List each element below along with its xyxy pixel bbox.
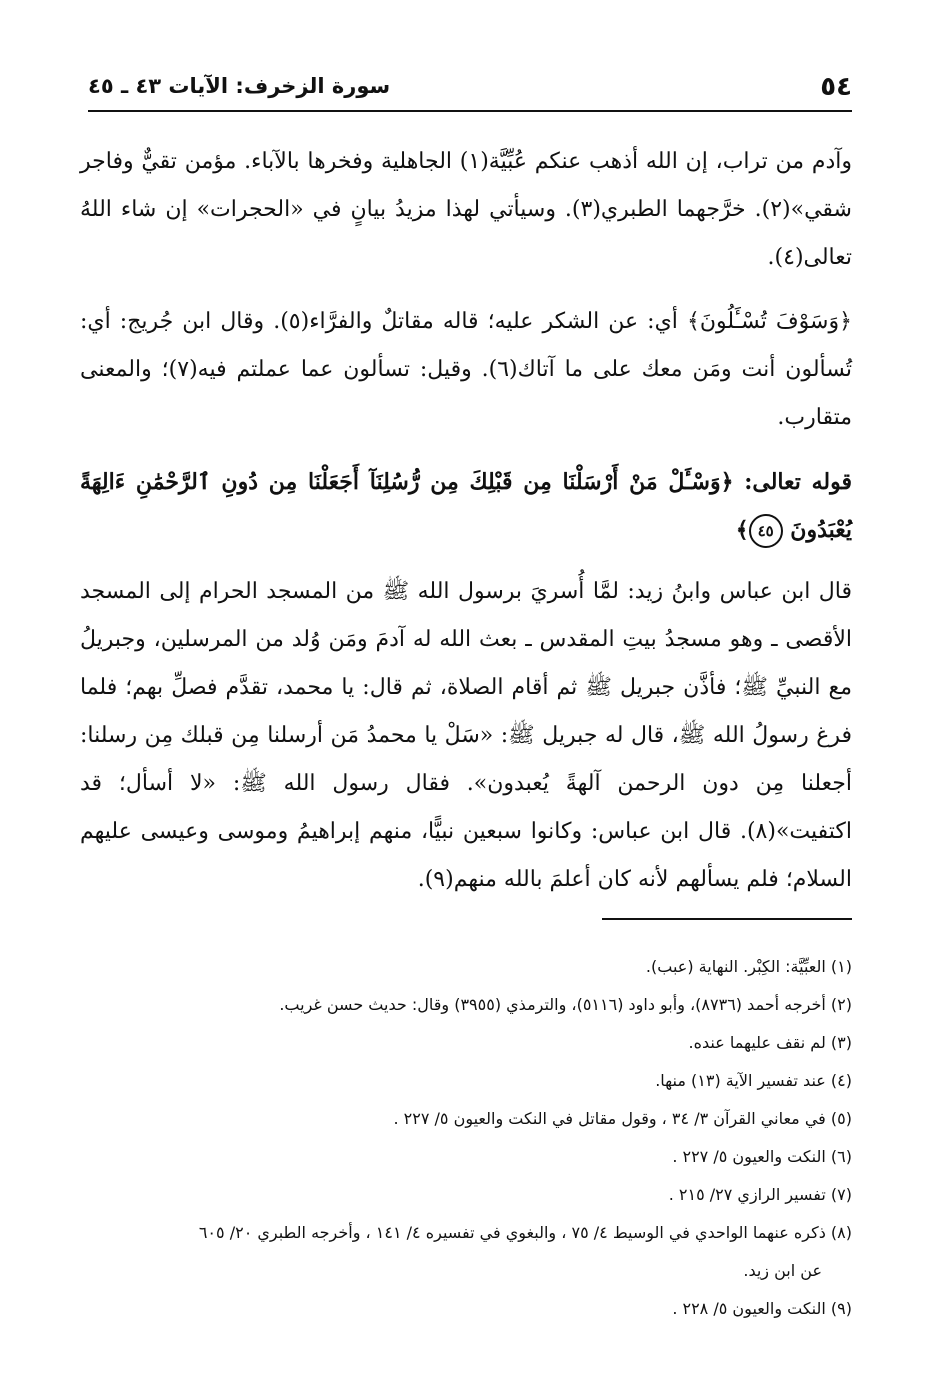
paragraph-3: قال ابن عباس وابنُ زيد: لمَّا أُسريَ برسول الله ﷺ من المسجد الحرام إلى المسجد الأقصى ـ وهو مسجدُ بيتِ المقدس ـ بعث الله له آدمَ ومَن وُلد من المرسلين، وجبريلُ مع النبيِّ ﷺ؛ فأذَّن جبريل ﷺ ثم أقام الصلاة، ثم قال: يا محمد، تقدَّم فصلِّ بهم؛ فلما فرغ رسولُ الله ﷺ، قال له جبريل ﷺ: «سَلْ يا محمدُ مَن أرسلنا مِن قبلك مِن رسلنا: أجعلنا مِن دون الرحمن آلهةً يُعبدون». فقال رسول الله ﷺ: «لا أسأل؛ قد اكتفيت»(٨). قال ابن عباس: وكانوا سبعين نبيًّا، منهم إبراهيمُ وموسى وعيسى عليهم السلام؛ فلم يسألهم لأنه كان أعلمَ بالله منهم(٩).	[80, 579, 852, 892]
footnote-9: (٩) النكت والعيون ٥/ ٢٢٨ .	[672, 1299, 852, 1318]
page-number: ٥٤	[820, 72, 852, 102]
footnotes	[80, 948, 852, 1328]
running-title: سورة الزخرف: الآيات ٤٣ ـ ٤٥	[88, 74, 391, 98]
footnote-1: (١) العبِّيَّة: الكِبْر. النهاية (عبب).	[645, 957, 852, 976]
verse-number-marker: ٤٥	[749, 514, 783, 548]
footnote-divider	[602, 918, 852, 920]
footnote-8: (٨) ذكره عنهما الواحدي في الوسيط ٤/ ٧٥ ، والبغوي في تفسيره ٤/ ١٤١ ، وأخرجه الطبري ٢٠/ ٦٠٥	[198, 1223, 852, 1242]
verse-text: ﴿وَسْـَٔلْ مَنْ أَرْسَلْنَا مِن قَبْلِكَ مِن رُّسُلِنَآ أَجَعَلْنَا مِن دُونِ ٱلرَّحْمَٰنِ ءَالِهَةً يُعْبَدُونَ	[80, 469, 852, 543]
header-divider	[88, 110, 852, 112]
footnote-5: (٥) في معاني القرآن ٣/ ٣٤ ، وقول مقاتل في النكت والعيون ٥/ ٢٢٧ .	[393, 1109, 852, 1128]
footnote-8-continuation: عن ابن زيد.	[743, 1261, 822, 1280]
footnote-3: (٣) لم نقف عليهما عنده.	[688, 1033, 852, 1052]
paragraph-1: وآدم من تراب، إن الله أذهب عنكم عُبِّيَّة(١) الجاهلية وفخرها بالآباء. مؤمن تقيٌّ وفاجر شقي»(٢). خرَّجهما الطبري(٣). وسيأتي لهذا مزيدُ بيانٍ في «الحجرات» إن شاء اللهُ تعالى(٤).	[80, 149, 852, 270]
verse-label: قوله تعالى:	[744, 469, 852, 495]
verse-close-bracket: ﴾	[735, 517, 749, 543]
quran-verse-block	[80, 458, 852, 554]
page-header	[88, 70, 852, 106]
main-text	[80, 138, 852, 920]
footnote-7: (٧) تفسير الرازي ٢٧/ ٢١٥ .	[668, 1185, 852, 1204]
footnote-6: (٦) النكت والعيون ٥/ ٢٢٧ .	[672, 1147, 852, 1166]
footnote-4: (٤) عند تفسير الآية (١٣) منها.	[655, 1071, 852, 1090]
footnote-2: (٢) أخرجه أحمد (٨٧٣٦)، وأبو داود (٥١١٦)، والترمذي (٣٩٥٥) وقال: حديث حسن غريب.	[279, 995, 852, 1014]
paragraph-2: ﴿وَسَوْفَ تُسْـَٔلُونَ﴾ أي: عن الشكر عليه؛ قاله مقاتلٌ والفرَّاء(٥). وقال ابن جُريج: أي: تُسألون أنت ومَن معك على ما آتاك(٦). وقيل: تسألون عما عملتم فيه(٧)؛ والمعنى متقارب.	[80, 309, 852, 430]
